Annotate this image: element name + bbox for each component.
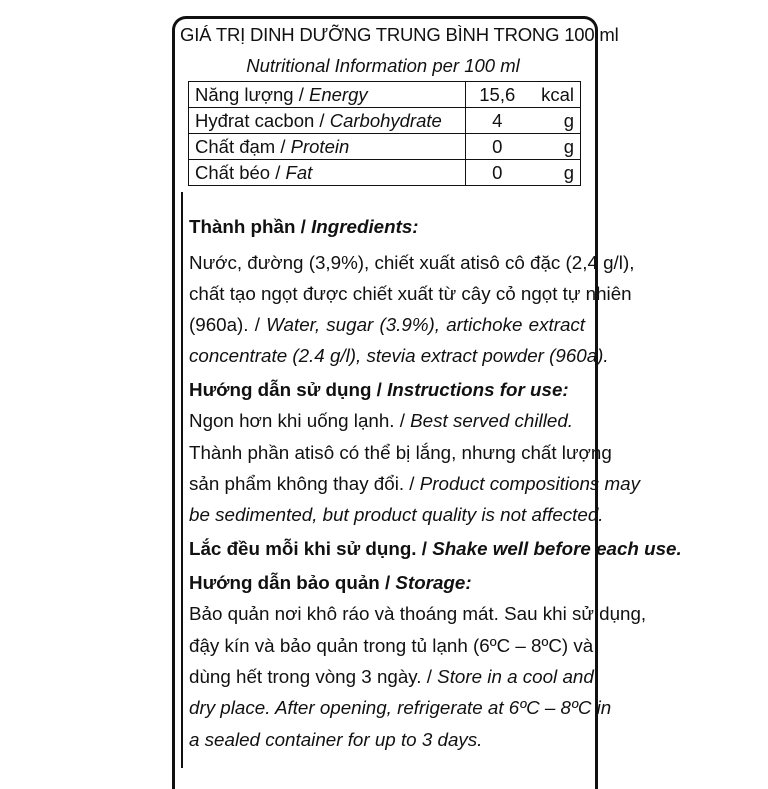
- instructions-line: be sedimented, but product quality is not affected.: [189, 504, 604, 525]
- ingredients-line: (960a). / Water, sugar (3.9%), artichoke extract: [189, 314, 586, 335]
- ingredients-heading: Thành phần / Ingredients:: [189, 216, 419, 237]
- nutrition-row-energy: [189, 82, 581, 108]
- nutrient-value: 15,6: [466, 82, 528, 108]
- nutrition-row-carbohydrate: [189, 108, 581, 134]
- nutrient-name: Chất đạm / Protein: [189, 134, 466, 160]
- nutrient-unit: g: [528, 108, 580, 134]
- nutrient-name: Năng lượng / Energy: [189, 82, 466, 108]
- storage-line: a sealed container for up to 3 days.: [189, 729, 483, 750]
- nutrient-unit: kcal: [528, 82, 580, 108]
- storage-line: dry place. After opening, refrigerate at 6ºC – 8ºC in: [189, 697, 612, 718]
- nutrition-row-protein: [189, 134, 581, 160]
- nutrient-name: Chất béo / Fat: [189, 160, 466, 186]
- nutrition-title-en: Nutritional Information per 100 ml: [246, 55, 520, 76]
- nutrient-name: Hyđrat cacbon / Carbohydrate: [189, 108, 466, 134]
- nutrient-value: 0: [466, 160, 528, 186]
- nutrition-title-vn: GIÁ TRỊ DINH DƯỠNG TRUNG BÌNH TRONG 100 ml: [180, 24, 619, 45]
- instructions-line: sản phẩm không thay đổi. / Product compositions may: [189, 473, 640, 494]
- nutrition-table: [188, 81, 581, 186]
- nutrient-value: 0: [466, 134, 528, 160]
- ingredients-line: concentrate (2.4 g/l), stevia extract powder (960a).: [189, 345, 609, 366]
- instructions-line: Ngon hơn khi uống lạnh. / Best served chilled.: [189, 410, 574, 431]
- storage-line: đậy kín và bảo quản trong tủ lạnh (6ºC – 8ºC) và: [189, 635, 594, 656]
- ingredients-line: Nước, đường (3,9%), chiết xuất atisô cô đặc (2,4 g/l),: [189, 252, 635, 273]
- label-left-border: [181, 192, 183, 768]
- nutrition-row-fat: [189, 160, 581, 186]
- ingredients-line: chất tạo ngọt được chiết xuất từ cây cỏ ngọt tự nhiên: [189, 283, 632, 304]
- instructions-line: Thành phần atisô có thể bị lắng, nhưng chất lượng: [189, 442, 612, 463]
- storage-line: Bảo quản nơi khô ráo và thoáng mát. Sau khi sử dụng,: [189, 603, 647, 624]
- shake-instruction: Lắc đều mỗi khi sử dụng. / Shake well before each use.: [189, 538, 682, 559]
- nutrient-unit: g: [528, 134, 580, 160]
- nutrient-value: 4: [466, 108, 528, 134]
- instructions-heading: Hướng dẫn sử dụng / Instructions for use:: [189, 379, 569, 400]
- storage-heading: Hướng dẫn bảo quản / Storage:: [189, 572, 472, 593]
- nutrient-unit: g: [528, 160, 580, 186]
- storage-line: dùng hết trong vòng 3 ngày. / Store in a cool and: [189, 666, 594, 687]
